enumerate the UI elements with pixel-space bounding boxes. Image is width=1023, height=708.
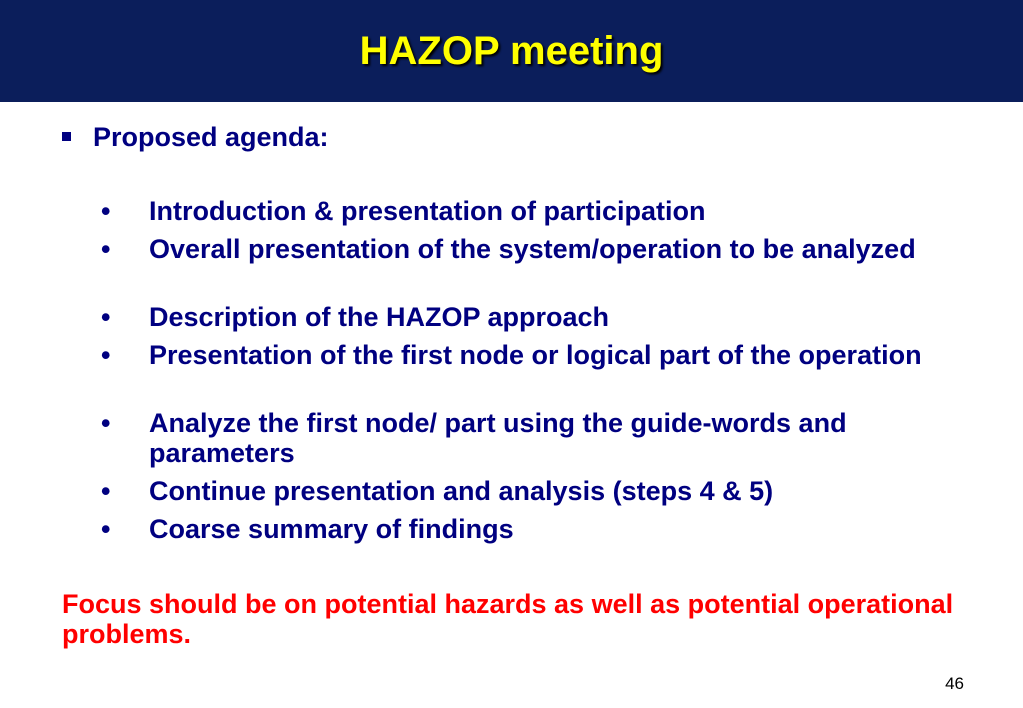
agenda-item-text: Presentation of the first node or logical part of the operation bbox=[149, 340, 922, 370]
bullet-dot-icon: • bbox=[101, 408, 111, 438]
agenda-item-text: Continue presentation and analysis (steps 4 & 5) bbox=[149, 476, 774, 506]
slide-title: HAZOP meeting bbox=[359, 29, 664, 73]
page-number: 46 bbox=[945, 674, 964, 693]
bullet-dot-icon: • bbox=[101, 302, 111, 332]
focus-note: Focus should be on potential hazards as well as potential operational problems. bbox=[62, 589, 954, 649]
section-label: Proposed agenda: bbox=[93, 122, 329, 152]
bullet-dot-icon: • bbox=[101, 234, 111, 264]
agenda-item-text: Introduction & presentation of participation bbox=[149, 196, 706, 226]
square-bullet-icon bbox=[62, 132, 71, 141]
agenda-item-text: Coarse summary of findings bbox=[149, 514, 514, 544]
agenda-item-text: Analyze the first node/ part using the guide-words and parameters bbox=[149, 408, 847, 468]
agenda-item-text: Description of the HAZOP approach bbox=[149, 302, 610, 332]
bullet-dot-icon: • bbox=[101, 476, 111, 506]
agenda-item-text: Overall presentation of the system/operation to be analyzed bbox=[149, 234, 916, 264]
bullet-dot-icon: • bbox=[101, 340, 111, 370]
bullet-dot-icon: • bbox=[101, 514, 111, 544]
bullet-dot-icon: • bbox=[101, 196, 111, 226]
